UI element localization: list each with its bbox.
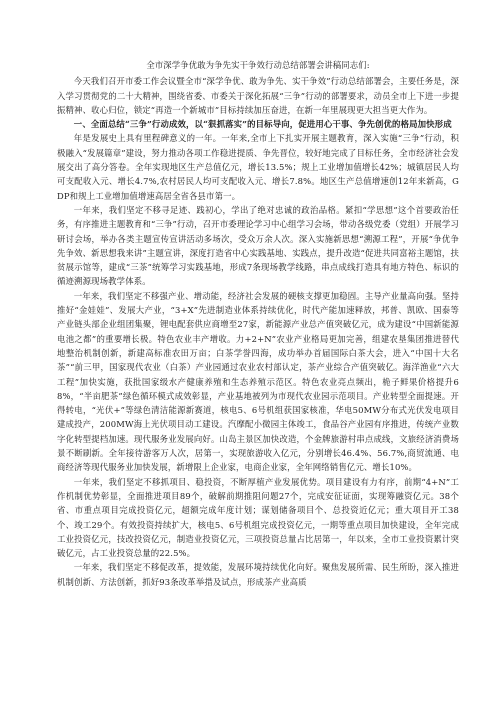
document-title: 全市深学争优敢为争先实干争效行动总结部署会讲稿同志们: xyxy=(146,60,370,70)
paragraph-study: 一年来，我们坚定不移寻足迹、践初心，学出了绝对忠诚的政治品格。紧扣“学思想”这个首要政治任务，有序推进主题教育和“三争”行动，召开市委理论学习中心组学习会场，带动各级党委（党组）开展学习研讨会场，举办各类主题宣传宣讲活动多场次，受众万余人次。深入实施新思想“溯源工程”，开展“争优争先争效、新思想我来讲”主题宣讲，深度打造省中心实践基地、实践点，提升改造“促进共同富裕主题馆，扶贫展示馆等，建成“三茶”统筹学习实践基地，形成7条现场教学线路，串点成线打造具有地方特色、标识的循迹溯源现场教学体系。 xyxy=(57,204,459,287)
paragraph-overview: 年是发展史上具有里程碑意义的一年。一年来,全市上下扎实开展主题教育，深入实施“三争”行动，积极融入“发展篇章”建设，努力推动各项工作稳进提质、争先晋位，较好地完成了目标任务，全市经济社会发展交出了高分答卷。全年实现地区生产总值亿元，增长13.5%；规上工业增加值增长42%；城镇居民人均可支配收入元、增长4.7%,农村居民人均可支配收入元、增长7.8%。地区生产总值增速创12年来新高，GDP和规上工业增加值增速高居全省各县市第一。 xyxy=(57,133,459,201)
paragraph-industry: 一年来，我们坚定不移强产业、增动能，经济社会发展的硬核支撑更加稳固。主导产业量高向强。坚持推好“金娃娃”、发展大产业，“3+X”先进制造业体系持续优化，时代产能加速释放，邦普、凯欧、国泰等产业链头部企业组团集聚，锂电配套供应商增至27家，新能源产业总产值突破亿元，成为建设“中国新能源电池之都”的重要增长极。特色农业丰产增收。力+2+N”农业产业格局更加完善，组建农垦集团推进替代地整治机制创新，新建高标准农田万亩；白茶学誉四海，成功举办首届国际白茶大会，进入“中国十大名茶”“前三甲，国家现代农业（白茶）产业园通过农业农村部认定，茶产业综合产值突破亿。海洋渔业“六大工程”加快实施，获批国家级水产健康养殖和生态养殖示范区。特色农业亮点频出，桅子鲜果价格提升68%，“半亩肥茶”绿色循环模式成效彰显，产业基地被列为市现代农业园示范项目。产业转型全面提速。开得转电，“光伏+”等绿色清洁能源新赛道，核电5、6号机组获国家核准，华电50MW分布式光伏发电项目建成投产，200MW海上光伏项目动工建设。汽摩配小微园主体竣工，食品谷产业园有序推进，传统产业数字化转型提档加速。现代服务业发展向好。山岛主景区加快改造，个金牌旅游村串点成线，文旅经济消费场景不断刷新。全年接待游客万人次，居第一，实现旅游收入亿元，分别增长46.4%、56.7%,商贸流通、电商经济等现代服务业加快发展，新增限上企业家，电商企业家，全年网络销售亿元、增长10%。 xyxy=(57,290,459,473)
section-heading: 一、全面总结“三争”行动成效，以“狠抓落实”的目标导向，促进用心干事、争先创优的格局加快形成 xyxy=(73,119,452,130)
paragraph-reform: 一年来，我们坚定不移促改革，提效能，发展环境持续优化向好。聚焦发展所需、民生所盼，深入推进机制创新、方法创新，抓好93条改革举措及试点，形成茶产业高质 xyxy=(57,562,459,587)
opening-paragraph: 今天我们召开市委工作会议暨全市“深学争优、敢为争先、实干争效”行动总结部署会，主要任务是，深入学习贯彻党的二十大精神，围绕省委、市委关于深化拓展“三争”行动的部署要求，动员全市上下进一步提振精神、收心归位，锁定“再造一个新城市”目标持续加压奋进，在新一年里展现更大担当更大作为。 xyxy=(57,76,459,115)
paragraph-projects: 一年来，我们坚定不移抓项目、稳投资，不断厚植产业发展优势。项目建设有力有序，前期“4+N”工作机制优势彰显，全面推进项目89个，破解前期推阻问题27个，完成安征证面，实现筹融资亿元。38个省、市重点项目完成投资亿元，超额完成年度计划；谋划储备项目个、总投资近亿元；重大项目开工38个、竣工29个。有效投资持续扩大，核电5、6号机组完成投资亿元，一期等重点项目加快建设，全年完成工业投资亿元，技改投资亿元，制造业投资亿元，三项投资总量占比居第一，年以来，全市工业投资累计突破亿元，占工业投资总量的22.5%。 xyxy=(57,476,459,559)
